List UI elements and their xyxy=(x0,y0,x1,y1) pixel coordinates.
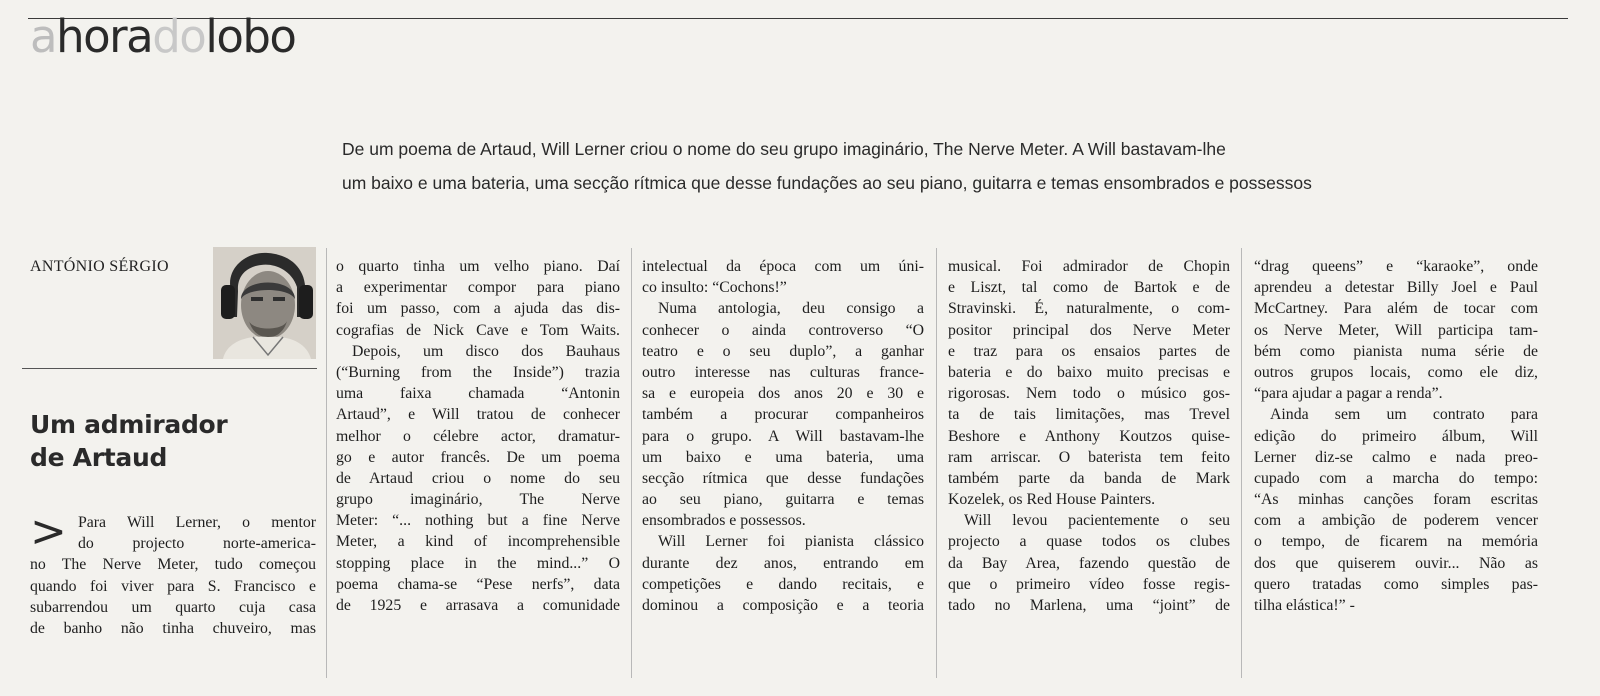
text-line: os Nerve Meter, Will participa tam- xyxy=(1254,321,1538,339)
text-line: de banho não tinha chuveiro, mas xyxy=(30,619,316,637)
text-line: ensombrados e possessos. xyxy=(642,512,806,530)
text-line: ram arriscar. O baterista tem feito xyxy=(948,448,1230,466)
article-headline xyxy=(30,408,227,474)
text-line: poema chama-se “Pese nerfs”, data xyxy=(336,575,620,593)
text-line: co insulto: “Cochons!” xyxy=(642,279,787,297)
text-line: do projecto norte-america- xyxy=(78,535,316,553)
text-line: Meter: “... nothing but a fine Nerve xyxy=(336,512,620,530)
text-line: durante dez anos, entrando em xyxy=(642,554,924,572)
article-column-1 xyxy=(30,506,316,639)
text-line: rigorosas. Nem todo o músico gos- xyxy=(948,385,1230,403)
text-line: tilha elástica!” - xyxy=(1254,597,1355,614)
text-line: McCartney. Para além de tocar com xyxy=(1254,300,1538,318)
column-gutter xyxy=(1241,248,1242,678)
text-line: quando foi viver para S. Francisco e xyxy=(30,577,316,595)
text-line: com a ambição de poderem vencer xyxy=(1254,512,1538,530)
text-line: conhecer o ainda controverso “O xyxy=(642,321,924,339)
text-line: quero tratadas como simples pas- xyxy=(1254,575,1538,593)
text-line: cupado com a marcha do tempo: xyxy=(1254,469,1538,487)
byline-divider xyxy=(22,368,317,369)
text-line: também a procurar companheiros xyxy=(642,406,924,424)
text-line: que o primeiro vídeo fosse regis- xyxy=(948,575,1230,593)
masthead-a: a xyxy=(30,10,57,63)
article-column-3 xyxy=(642,256,924,616)
text-line: Stravinski. É, naturalmente, o com- xyxy=(948,300,1230,318)
text-line: bém como pianista numa série de xyxy=(1254,342,1538,360)
text-line: aprendeu a detestar Billy Joel e Paul xyxy=(1254,279,1538,297)
column-gutter xyxy=(326,248,327,678)
text-line: de Artaud criou o nome do seu xyxy=(336,469,620,487)
text-line: ta de tais limitações, mas Trevel xyxy=(948,406,1230,424)
column-gutter xyxy=(936,248,937,678)
masthead-lobo: lobo xyxy=(205,10,296,63)
text-line: tado no Marlena, uma “joint” de xyxy=(948,597,1230,614)
text-line: Artaud”, e Will tratou de conhecer xyxy=(336,406,620,424)
lede-line-1: De um poema de Artaud, Will Lerner criou o nome do seu grupo imaginário, The Nerve Meter. A Will bastavam-lhe xyxy=(342,139,1226,159)
text-line: intelectual da época com um úni- xyxy=(642,258,924,275)
text-line: o tempo, de ficarem na memória xyxy=(1254,533,1538,551)
text-line: um baixo e uma bateria, uma xyxy=(642,448,924,466)
text-line: uma faixa chamada “Antonin xyxy=(336,385,620,403)
text-line: ao seu piano, guitarra e temas xyxy=(642,491,924,509)
section-masthead xyxy=(30,10,296,63)
text-line: da Bay Area, fazendo questão de xyxy=(948,554,1230,572)
text-line: dos que quiserem ouvir... Não as xyxy=(1254,554,1538,572)
text-line: de 1925 e arrasava a comunidade xyxy=(336,597,620,614)
text-line: dominou a composição e a teoria xyxy=(642,597,924,614)
text-line: melhor o célebre actor, dramatur- xyxy=(336,427,620,445)
text-line: no The Nerve Meter, tudo começou xyxy=(30,556,316,574)
text-line: (“Burning from the Inside”) trazia xyxy=(336,363,620,381)
text-line: stopping place in the mind...” O xyxy=(336,554,620,572)
text-line: Lerner diz-se calmo e nada preo- xyxy=(1254,448,1538,466)
text-line: projecto a quase todos os clubes xyxy=(948,533,1230,551)
dropcap-arrow: > xyxy=(30,506,67,557)
text-line: Will Lerner foi pianista clássico xyxy=(658,533,924,551)
masthead-hora: hora xyxy=(56,10,153,63)
text-line: e Liszt, tal como de Bartok e de xyxy=(948,279,1230,297)
author-photo xyxy=(213,247,316,359)
text-line: subarrendou um quarto cuja casa xyxy=(30,598,316,616)
text-line: sa e europeia dos anos 20 e 30 e xyxy=(642,385,924,403)
article-column-4 xyxy=(948,256,1230,616)
text-line: “As minhas canções foram escritas xyxy=(1254,491,1538,509)
text-line: Depois, um disco dos Bauhaus xyxy=(352,342,620,360)
text-line: teatro e o seu duplo”, a ganhar xyxy=(642,342,924,360)
text-line: a experimentar compor para piano xyxy=(336,279,620,297)
text-line: também parte da banda de Mark xyxy=(948,469,1230,487)
text-line: Meter, a kind of incomprehensible xyxy=(336,533,620,551)
text-line: Ainda sem um contrato para xyxy=(1270,406,1538,424)
text-line: Kozelek, os Red House Painters. xyxy=(948,491,1156,509)
author-portrait-icon xyxy=(213,247,316,359)
text-line: musical. Foi admirador de Chopin xyxy=(948,258,1230,275)
text-line: grupo imaginário, The Nerve xyxy=(336,491,620,509)
text-line: secção rítmica que desse fundações xyxy=(642,469,924,487)
text-line: “para ajudar a pagar a renda”. xyxy=(1254,385,1443,403)
text-line: edição do primeiro álbum, Will xyxy=(1254,427,1538,445)
article-column-2 xyxy=(336,256,620,616)
masthead-do: do xyxy=(152,10,206,63)
text-line: Numa antologia, deu consigo a xyxy=(658,300,924,318)
text-line: o quarto tinha um velho piano. Daí xyxy=(336,258,620,275)
column-gutter xyxy=(631,248,632,678)
lede-line-2: um baixo e uma bateria, uma secção rítmica que desse fundações ao seu piano, guitarra e temas ensombrados e possessos xyxy=(342,173,1312,193)
article-lede xyxy=(342,132,1522,200)
text-line: outro interesse nas culturas france- xyxy=(642,363,924,381)
text-line: Para Will Lerner, o mentor xyxy=(78,514,316,531)
text-line: Will levou pacientemente o seu xyxy=(964,512,1230,530)
headline-line-2: de Artaud xyxy=(30,443,168,472)
text-line: cografias de Nick Cave e Tom Waits. xyxy=(336,321,620,339)
text-line: competições e dando recitais, e xyxy=(642,575,924,593)
headline-line-1: Um admirador xyxy=(30,410,228,439)
text-line: positor principal dos Nerve Meter xyxy=(948,321,1230,339)
author-byline: ANTÓNIO SÉRGIO xyxy=(30,258,169,275)
article-column-5 xyxy=(1254,256,1538,616)
text-line: “drag queens” e “karaoke”, onde xyxy=(1254,258,1538,275)
text-line: outros grupos locais, como ele diz, xyxy=(1254,363,1538,381)
text-line: para o grupo. A Will bastavam-lhe xyxy=(642,427,924,445)
text-line: Beshore e Anthony Koutzos quise- xyxy=(948,427,1230,445)
text-line: go e autor francês. De um poema xyxy=(336,448,620,466)
text-line: foi um passo, com a ajuda das dis- xyxy=(336,300,620,318)
text-line: e traz para os ensaios partes de xyxy=(948,342,1230,360)
text-line: bateria e do baixo muito precisas e xyxy=(948,363,1230,381)
